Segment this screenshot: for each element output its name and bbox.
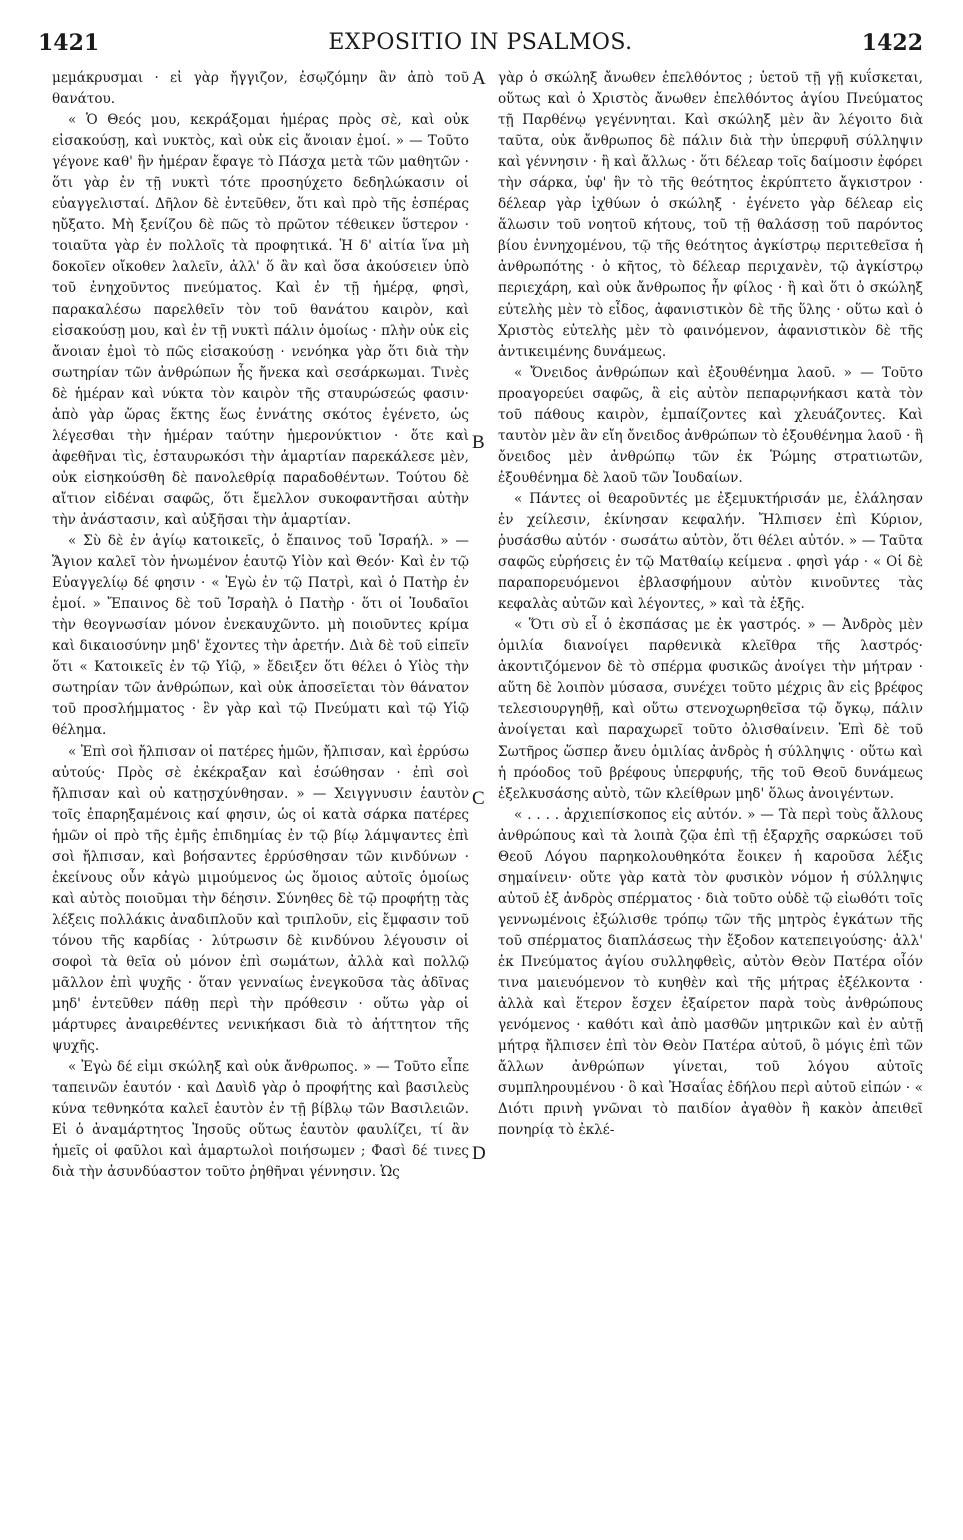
left-column [52,68,469,1518]
paragraph: « Ἐπὶ σοὶ ἤλπισαν οἱ πατέρες ἡμῶν, ἤλπισαν, καὶ ἐρρύσω αὐτούς· Πρὸς σὲ ἐκέκραξαν καὶ ἐσώθησαν · ἐπὶ σοὶ ἤλπισαν καὶ οὐ κατῃσχύνθησαν. » — Χειγγνυσιν ἑαυτὸν τοῖς ἐπαρηξαμένοις καί φησιν, ὡς οἱ κατὰ σάρκα πατέρες ἡμῶν οἱ πρὸ τῆς ἐμῆς ἐπιδημίας ἐν τῷ βίῳ λάμψαντες ἐπὶ σοὶ ἤλπισαν, καὶ βοήσαντες ἐρρύσθησαν τῶν κινδύνων · ἐκείνους οὖν κἀγὼ μιμούμενος ὡς ὅμοιος αὐτοῖς ὁμοίως καὶ αὐτὸς ποιοῦμαι τὴν δέησιν. Σύνηθες δὲ τῷ προφήτῃ τὰς λέξεις πολλάκις ἀναδιπλοῦν καὶ τριπλοῦν, εἰς ἔμφασιν τοῦ τόνου τῆς καρδίας · λύτρωσιν δὲ κινδύνου λέγουσιν οἱ σοφοὶ τὰ θεῖα οὐ μόνον ἐπὶ σωμάτων, ἀλλὰ καὶ πολλῷ μᾶλλον ἐπὶ ψυχῆς · ὅταν γενναίως ἐνεγκοῦσα τὰς ἀδῖνας μηδ' ἐντεῦθεν πάθῃ περὶ τὴν πρόθεσιν · οὕτω γὰρ οἱ μάρτυρες ἀναιρεθέντες νενικήκασι διὰ τὸ ἀήττητον τῆς ψυχῆς. [52,743,469,1055]
paragraph: « Σὺ δὲ ἐν ἁγίῳ κατοικεῖς, ὁ ἔπαινος τοῦ Ἰσραήλ. » — Ἅγιον καλεῖ τὸν ἡνωμένον ἑαυτῷ Υἱὸν καὶ Θεόν· Καὶ ἐν τῷ Εὐαγγελίῳ δέ φησιν · « Ἐγὼ ἐν τῷ Πατρὶ, καὶ ὁ Πατὴρ ἐν ἐμοί. » Ἔπαινος δὲ τοῦ Ἰσραὴλ ὁ Πατὴρ · ὅτι οἱ Ἰουδαῖοι τὴν θεογνωσίαν μόνον ἐνεκαυχῶντο. μὴ ποιοῦντες κρίμα καὶ δικαιοσύνην μηδ' ἔχοντες τὴν ἀρετήν. Διὰ δὲ τοῦ εἰπεῖν ὅτι « Κατοικεῖς ἐν τῷ Υἱῷ, » ἔδειξεν ὅτι θέλει ὁ Υἱὸς τὴν σωτηρίαν τῶν ἀνθρώπων, καὶ οὐκ ἀποσεῖεται τὸν θάνατον τοῦ προσλήμματος · ἓν γὰρ καὶ τῷ Πνεύματι καὶ τῷ Υἱῷ θέλημα. [52,533,469,739]
paragraph: « Ὅτι σὺ εἶ ὁ ἐκσπάσας με ἐκ γαστρός. » — Ἀνδρὸς μὲν ὁμιλία διανοίγει παρθενικὰ κλεῖθρα τῆς λαστρός· ἀκοντιζόμενον δὲ τὸ σπέρμα φυσικῶς ἀνοίγει τὴν μήτραν · αὕτη δὲ λοιπὸν μύσασα, συνέχει τοῦτο μέχρις ἂν εἰς βρέφος τελεσιουργηθῇ, καὶ οὕτω στενοχωρηθεῖσα τῷ ὄγκῳ, πάλιν ἀνοίγεται καὶ παραχωρεῖ τοῦτο ὀλισθαίνειν. Ἐπὶ δὲ τοῦ Σωτῆρος ὥσπερ ἄνευ ὁμιλίας ἀνδρὸς ἡ σύλληψις · οὕτω καὶ ἡ πρόοδος τοῦ βρέφους ὑπερφυής, τῆς τοῦ Θεοῦ δυνάμεως ἐξελκυσάσης αὐτὸ, τῶν κλείθρων μηδ' ὅλως ἀνοιγέντων. [498,617,923,802]
paragraph: « Ὄνειδος ἀνθρώπων καὶ ἐξουθένημα λαοῦ. » — Τοῦτο προαγορεύει σαφῶς, ἃ εἰς αὐτὸν πεπαρῳνήκασι κατὰ τὸν τοῦ πάθους καιρὸν, ἐμπαίζοντες καὶ χλευάζοντες. Καὶ ταυτὸν μὲν ἂν εἴη ὄνειδος ἀνθρώπων τὸ ἐξουθένημα λαοῦ · ἢ ὄνειδος μὲν ἀνθρώπῳ τῶν ἐκ Ῥώμης στρατιωτῶν, ἐξουθένημα δὲ λαοῦ τῶν Ἰουδαίων. [498,364,923,486]
section-marker-c: C [472,788,485,809]
right-page-number: 1422 [861,30,923,56]
section-marker-a: A [472,68,486,89]
paragraph: « . . . . ἀρχιεπίσκοπος εἰς αὐτόν. » — Τὰ περὶ τοὺς ἄλλους ἀνθρώπους καὶ τὰ λοιπὰ ζῷα ἐπὶ τῇ ἐξαρχῆς σαρκώσει τοῦ Θεοῦ Λόγου παρηκολουθηκότα ἔοικεν ἡ καροῦσα λέξις σημαίνειν· οὔτε γὰρ κατὰ τὸν φυσικὸν νόμον ἡ σύλληψις αὐτοῦ ἐξ ἀνδρὸς σπέρματος · διὰ τοῦτο οὐδὲ τῷ εἰωθότι τοῖς γεννωμένοις ἐξώλισθε τρόπῳ τῶν τῆς μητρὸς ἐγκάτων τῆς τοῦ σπέρματος διαπλάσεως τὴν ἔξοδον κατεπειγούσης· ἀλλ' ἐκ Πνεύματος ἁγίου συλληφθεὶς, αὐτὸν Θεὸν Πατέρα οἷόν τινα μαιευόμενον τὸ κυηθὲν καὶ τῆς μήτρας ἐξέλκοντα · ἀλλὰ καὶ ἕτερον ἔσχεν ἐξαίρετον παρὰ τοὺς ἀνθρώπους γενόμενος · καθότι καὶ ἀπὸ μασθῶν μητρικῶν καὶ ἐν αὐτῇ μήτρᾳ ἤλπισεν ἐπὶ τὸν Θεὸν Πατέρα αὐτοῦ, ὃ μόγις ἐπὶ τῶν ἄλλων ἀνθρώπων γίνεται, τοῦ λόγου αὐτοῖς συμπληρουμένου · ὃ καὶ Ἠσαΐας ἐδήλου περὶ αὐτοῦ εἰπών · « Διότι πρινὴ γνῶναι τὸ παιδίον ἀγαθὸν ἢ κακὸν ἀπειθεῖ πονηρίᾳ τὸ ἐκλέ- [498,806,923,1139]
right-column [498,68,923,1518]
paragraph: « Ὁ Θεός μου, κεκράξομαι ἡμέρας πρὸς σὲ, καὶ οὐκ εἰσακούσῃ, καὶ νυκτὸς, καὶ οὐκ εἰς ἄνοιαν ἐμοί. » — Τοῦτο γέγονε καθ' ἣν ἡμέραν ἔφαγε τὸ Πάσχα μετὰ τῶν μαθητῶν · ὅτι γὰρ ἐν τῇ νυκτὶ τότε προσηύχετο δεδηλώκασιν οἱ εὐαγγελισταί. Δῆλον δὲ ἐντεῦθεν, ὅτι καὶ πρὸ τῆς ἑσπέρας ηὔξατο. Μὴ ξενίζου δὲ πῶς τὸ πρῶτον τέθεικεν ὕστερον · τοιαῦτα γὰρ ἐν πολλοῖς τὰ προφητικά. Ἡ δ' αἰτία ἵνα μὴ δοκοῖεν οἴκοθεν λαλεῖν, ἀλλ' ὅ ἂν καὶ ὅσα ἀκούσειεν ὑπὸ τοῦ ἐνηχοῦντος πνεύματος. Καὶ ἐν τῇ ἡμέρᾳ, φησὶ, παρακαλέσω παρελθεῖν τὸν τοῦ θανάτου καιρὸν, καὶ εἰσακούσῃ μου, καὶ ἐν τῇ νυκτὶ πάλιν ὁμοίως · πλὴν οὐκ εἰς ἄνοιαν ἐμοὶ τὸ πῶς εἰσακούσῃ · νενόηκα γὰρ ὅτι διὰ τὴν σωτηρίαν τῶν ἀνθρώπων ἧς ἤνεκα καὶ σεσάρκωμαι. Τινὲς δὲ ἡμέραν καὶ νύκτα τὸν καιρὸν τῆς σταυρώσεώς φασιν· ἀπὸ γὰρ ὥρας ἕκτης ἕως ἐννάτης σκότος ἐγένετο, ὡς λέγεσθαι τὴν ἡμέραν ταύτην ἡμερονύκτιον · ὅτε καὶ ἀφεθῆναι τὶς, ἐσταυρωκόσι τὴν ἁμαρτίαν παρεκάλεσε μὲν, οὐκ εἰσηκούσθη δὲ πανολεθρίᾳ παραδοθέντων. Τούτου δὲ αἴτιον εἰδέναι σαφῶς, ὅτι ἔμελλον συκοφαντῆσαι αὐτὴν τὴν ἀνάστασιν, καὶ αὐξῆσαι τὴν ἁμαρτίαν. [52,112,469,528]
paragraph: γὰρ ὁ σκώληξ ἄνωθεν ἐπελθόντος ; ὑετοῦ τῇ γῇ κυΐσκεται, οὕτως καὶ ὁ Χριστὸς ἄνωθεν ἐπελθόντος ἁγίου Πνεύματος τῇ Παρθένῳ γεγέννηται. Καὶ σκώληξ μὲν ἂν λέγοιτο διὰ ταῦτα, οὐκ ἄνθρωπος δὲ πάλιν διὰ τὴν ὑπερφυῆ σύλληψιν καὶ γέννησιν · ἢ καὶ ἄλλως · ὅτι δέλεαρ τοῖς δαίμοσιν ἐφόρει τὴν σάρκα, ὑφ' ἣν τὸ τῆς θεότητος ἐκρύπτετο ἄγκιστρον · δέλεαρ γὰρ ἰχθύων ὁ σκώληξ · ἐγένετο γὰρ δέλεαρ εἰς ἅλωσιν τοῦ νοητοῦ κήτους, τοῦ τῇ θαλάσσῃ τοῦ παρόντος βίου ἐννηχομένου, τῷ τῆς θεότητος ἀγκίστρῳ περιτεθεῖσα ἡ ἀνθρωπότης · ὁ κῆτος, τὸ δέλεαρ περιχανὲν, τῷ ἀγκίστρῳ περιεχάρη, καὶ οὐκ ἄνθρωπος ἦν φίλος · ἢ καὶ ὅτι ὁ σκώληξ εὐτελὴς μὲν τὸ εἶδος, ἀφανιστικὸν δὲ τῆς ὕλης · οὕτω καὶ ὁ Χριστὸς εὐτελὴς μὲν τὸ φαινόμενον, ἀφανιστικὸν δὲ τῆς ἀντικειμένης δυνάμεως. [498,70,923,360]
page-header [38,30,923,60]
running-title: EXPOSITIO IN PSALMOS. [328,30,633,55]
paragraph: μεμάκρυσμαι · εἰ γὰρ ἤγγιζον, ἐσῳζόμην ἂν ἀπὸ τοῦ θανάτου. [52,70,469,108]
paragraph: « Ἐγὼ δέ εἰμι σκώληξ καὶ οὐκ ἄνθρωπος. » — Τοῦτο εἶπε ταπεινῶν ἑαυτόν · καὶ Δαυὶδ γὰρ ὁ προφήτης καὶ βασιλεὺς κύνα τεθνηκότα καλεῖ ἑαυτὸν ἐν τῇ βίβλῳ τῶν Βασιλειῶν. Εἰ ὁ ἀναμάρτητος Ἰησοῦς οὕτως ἑαυτὸν φαυλίζει, τί ἂν ἡμεῖς οἱ φαῦλοι καὶ ἁμαρτωλοὶ ποιήσωμεν ; Φασὶ δέ τινες διὰ τὴν ἀσυνδύαστον τοῦτο ῥηθῆναι γέννησιν. Ὡς [52,1059,469,1181]
section-marker-d: D [472,1143,486,1164]
left-page-number: 1421 [38,30,100,56]
section-marker-b: B [472,432,485,453]
paragraph: « Πάντες οἱ θεαροῦντές με ἐξεμυκτήρισάν με, ἐλάλησαν ἐν χείλεσιν, ἐκίνησαν κεφαλήν. Ἤλπισεν ἐπὶ Κύριον, ῥυσάσθω αὐτόν · σωσάτω αὐτὸν, ὅτι θέλει αὐτόν. » — Ταῦτα σαφῶς εὑρήσεις ἐν τῷ Ματθαίῳ κείμενα . φησὶ γάρ · « Οἱ δὲ παραπορευόμενοι ἐβλασφήμουν αὐτὸν κινοῦντες τὰς κεφαλὰς αὐτῶν καὶ λέγοντες, » καὶ τὰ ἑξῆς. [498,490,923,613]
